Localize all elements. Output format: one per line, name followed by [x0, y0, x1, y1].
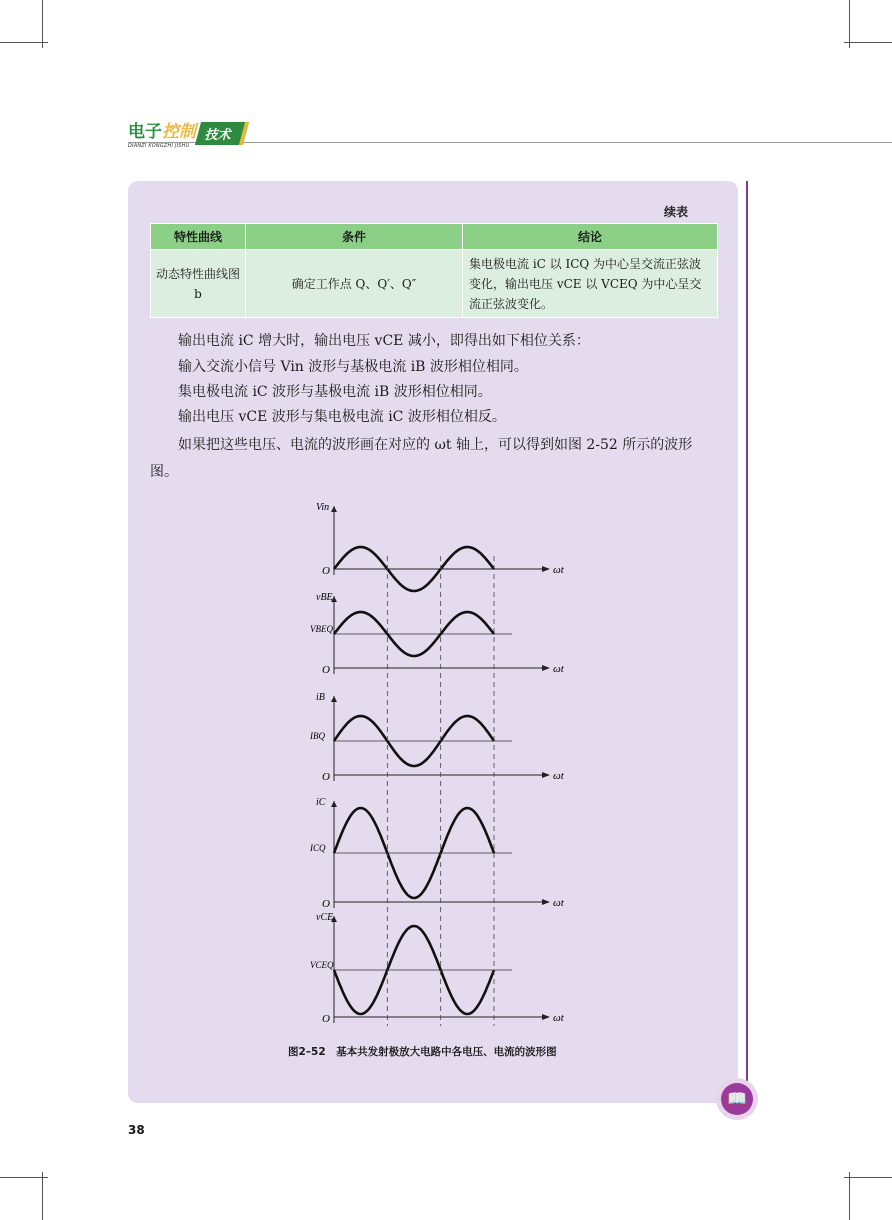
y-axis-label: vBE: [316, 592, 333, 603]
book-title-tag: 技术: [195, 122, 249, 145]
x-axis-arrow: [542, 899, 550, 905]
crop-mark: [42, 1172, 43, 1220]
crop-mark: [849, 0, 850, 48]
body-paragraph: 如果把这些电压、电流的波形画在对应的 ωt 轴上，可以得到如图 2-52 所示的波形图。: [150, 437, 693, 480]
crop-mark: [844, 1177, 892, 1178]
dc-level-label: VCEQ: [310, 960, 334, 970]
y-axis-label: vCE: [316, 912, 334, 923]
body-paragraph: 集电极电流 iC 波形与基极电流 iB 波形相位相同。: [178, 384, 492, 400]
side-accent-line: [746, 181, 748, 1086]
dc-level-label: VBEQ: [310, 624, 333, 634]
dc-level-label: ICQ: [310, 843, 326, 853]
table-header: 条件: [246, 224, 463, 250]
book-title-part1: 电子: [128, 122, 162, 142]
table-header: 特性曲线: [151, 224, 246, 250]
x-axis-label: ωt: [553, 663, 564, 675]
table-cell-curve: 动态特性曲线图 b: [151, 250, 246, 318]
crop-mark: [0, 42, 48, 43]
table-header-row: [151, 224, 718, 250]
y-axis-label: Vin: [316, 502, 330, 513]
y-axis-arrow: [331, 696, 337, 702]
y-axis-label: iC: [316, 797, 326, 808]
page-number: 38: [128, 1123, 145, 1137]
body-paragraph: 输入交流小信号 Vin 波形与基极电流 iB 波形相位相同。: [178, 359, 528, 375]
crop-mark: [42, 0, 43, 48]
book-subtitle: DIANZI KONGZHI JISHU: [128, 143, 190, 149]
body-paragraph: 输出电压 vCE 波形与集电极电流 iC 波形相位相反。: [178, 409, 506, 425]
figure-caption: 图2–52 基本共发射极放大电路中各电压、电流的波形图: [288, 1046, 557, 1058]
x-axis-label: ωt: [553, 897, 564, 909]
crop-mark: [0, 1177, 48, 1178]
x-axis-arrow: [542, 772, 550, 778]
x-axis-arrow: [542, 1014, 550, 1020]
book-title-part2: 控制: [162, 122, 196, 142]
table-row: [151, 250, 718, 318]
dc-level-label: IBQ: [310, 731, 325, 741]
crop-mark: [844, 42, 892, 43]
origin-label: O: [322, 565, 330, 577]
waveform-figure: [300, 496, 580, 1036]
table-cell-condition: 确定工作点 Q、Q′、Q″: [246, 250, 463, 318]
characteristics-table: [150, 223, 718, 318]
y-axis-arrow: [331, 506, 337, 512]
y-axis-label: iB: [316, 692, 325, 703]
table-cell-conclusion: 集电极电流 iC 以 ICQ 为中心呈交流正弦波变化，输出电压 vCE 以 VCEQ 为中心呈交流正弦波变化。: [463, 250, 718, 318]
origin-label: O: [322, 664, 330, 676]
continued-label: 续表: [664, 205, 689, 219]
x-axis-arrow: [542, 665, 550, 671]
book-title: [128, 117, 196, 142]
x-axis-arrow: [542, 566, 550, 572]
book-icon: 📖: [721, 1083, 753, 1115]
reading-badge: [716, 1078, 758, 1120]
x-axis-label: ωt: [553, 1012, 564, 1024]
crop-mark: [849, 1172, 850, 1220]
body-paragraph: 输出电流 iC 增大时，输出电压 vCE 减小，即得出如下相位关系：: [178, 333, 590, 349]
x-axis-label: ωt: [553, 770, 564, 782]
origin-label: O: [322, 1013, 330, 1025]
x-axis-label: ωt: [553, 564, 564, 576]
origin-label: O: [322, 771, 330, 783]
y-axis-arrow: [331, 801, 337, 807]
origin-label: O: [322, 898, 330, 910]
table-header: 结论: [463, 224, 718, 250]
